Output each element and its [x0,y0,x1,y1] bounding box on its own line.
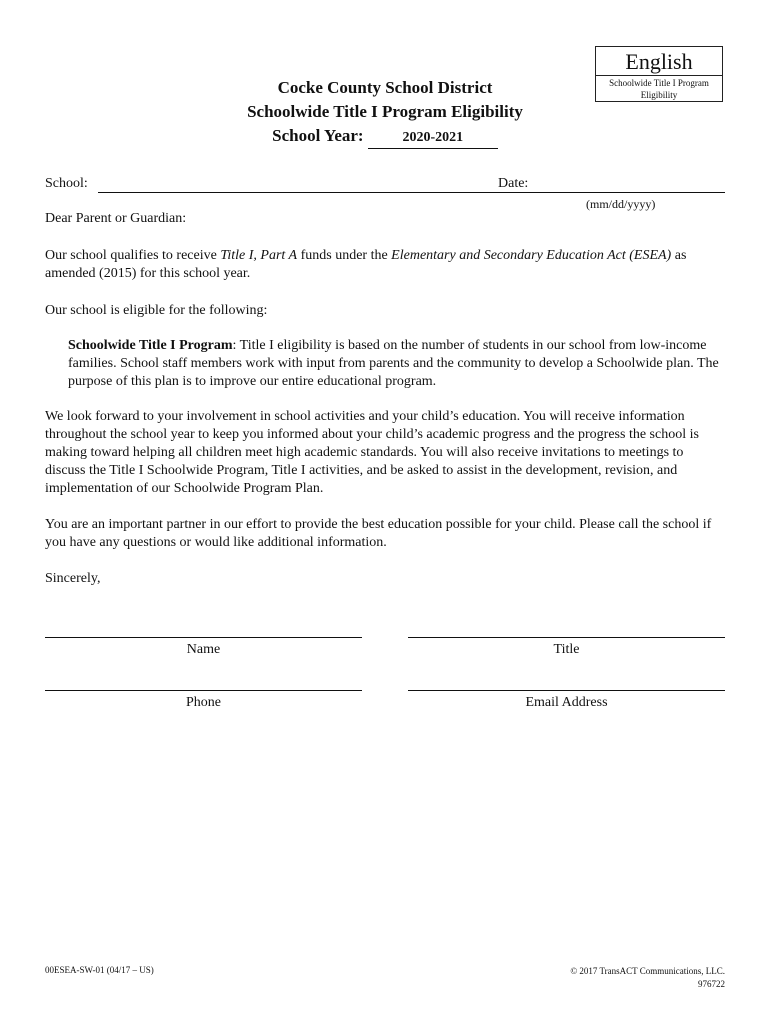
greeting: Dear Parent or Guardian: [45,211,187,226]
name-label: Name [186,642,221,657]
closing: Sincerely, [45,571,101,586]
paragraph-schoolwide-program [68,337,724,391]
p1-title-italic: Title I, Part A [220,248,298,263]
school-label: School: [45,176,88,191]
p1-text-a: Our school qualifies to receive [45,248,221,263]
school-year-row [200,124,570,149]
name-signature-line[interactable] [45,637,362,658]
date-field[interactable] [537,176,725,193]
school-year-field[interactable]: 2020-2021 [368,128,498,149]
school-year-label: School Year: [272,126,364,145]
language-box [595,46,723,102]
program-title: Schoolwide Title I Program Eligibility [247,102,523,121]
email-signature-line[interactable] [408,690,725,711]
p1-act-italic: Elementary and Secondary Education Act (ESEA) [391,248,672,263]
paragraph-involvement: We look forward to your involvement in school activities and your child’s education. You will receive information throughout the school year to keep you informed about your child’s academic progress and the progress the school is making toward helping all children meet high academic standards. You will also receive invitations to meetings to discuss the Title I Schoolwide Program, Title I activities, and be asked to assist in the development, revision, and implementation of our Schoolwide Program Plan. [45,409,699,496]
title-label: Title [553,642,580,657]
paragraph-partner: You are an important partner in our effort to provide the best education possible for your child. Please call the school if you have any questions or would like additional information. [45,517,712,550]
school-field[interactable] [98,176,543,193]
email-label: Email Address [525,695,608,710]
paragraph-eligible-for: Our school is eligible for the following: [45,303,268,318]
language-label: English [596,47,722,76]
language-box-subtitle: Schoolwide Title I Program Eligibility [609,78,709,100]
document-header [200,76,570,149]
schoolwide-program-text: : Title I eligibility is based on the number of students in our school from low-income families. School staff members work with input from parents and the community to develop a Schoolwide plan. The purpose of this plan is to improve our entire educational program. [68,338,719,389]
footer-copyright-block [570,965,725,991]
district-name: Cocke County School District [277,78,493,97]
copyright: © 2017 TransACT Communications, LLC. [570,966,725,976]
date-format-hint: (mm/dd/yyyy) [586,197,656,211]
form-code: 00ESEA-SW-01 (04/17 – US) [45,965,154,975]
phone-label: Phone [186,695,221,710]
phone-signature-line[interactable] [45,690,362,711]
schoolwide-program-heading: Schoolwide Title I Program [68,338,233,353]
p1-text-c: as amended (2015) for this school year. [45,248,687,281]
title-signature-line[interactable] [408,637,725,658]
school-date-row [45,176,725,196]
date-label: Date: [498,176,529,191]
p1-text-b: funds under the [297,248,392,263]
document-number: 976722 [698,979,725,989]
paragraph-eligibility-funds [45,247,727,283]
